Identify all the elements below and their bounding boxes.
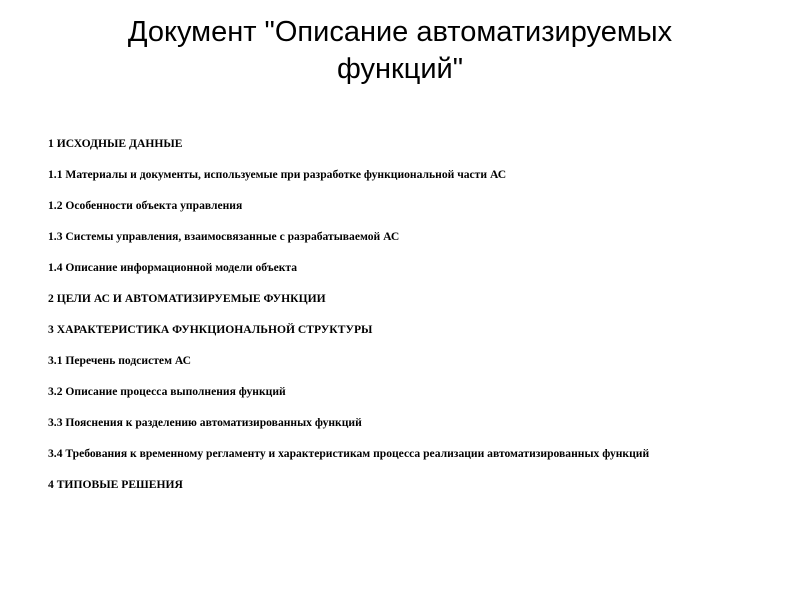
toc-item-1: 1 ИСХОДНЫЕ ДАННЫЕ <box>48 137 183 150</box>
toc-item-3: 3 ХАРАКТЕРИСТИКА ФУНКЦИОНАЛЬНОЙ СТРУКТУРЫ <box>48 323 373 336</box>
toc-item-1-2: 1.2 Особенности объекта управления <box>48 199 243 212</box>
page-title: Документ "Описание автоматизируемых функций" <box>127 16 673 85</box>
toc-item-1-4: 1.4 Описание информационной модели объекта <box>48 261 298 274</box>
toc-item-3-1: 3.1 Перечень подсистем АС <box>48 354 192 367</box>
toc-item-4: 4 ТИПОВЫЕ РЕШЕНИЯ <box>48 478 183 491</box>
toc-item-1-1: 1.1 Материалы и документы, используемые при разработке функциональной части АС <box>48 168 507 181</box>
toc-item-3-2: 3.2 Описание процесса выполнения функций <box>48 385 286 398</box>
table-of-contents <box>48 134 778 506</box>
toc-item-1-3: 1.3 Системы управления, взаимосвязанные с разрабатываемой АС <box>48 230 400 243</box>
toc-item-2: 2 ЦЕЛИ АС И АВТОМАТИЗИРУЕМЫЕ ФУНКЦИИ <box>48 292 326 305</box>
toc-item-3-4: 3.4 Требования к временному регламенту и характеристикам процесса реализации автоматизированных функций <box>48 447 650 460</box>
toc-item-3-3: 3.3 Пояснения к разделению автоматизированных функций <box>48 416 362 429</box>
